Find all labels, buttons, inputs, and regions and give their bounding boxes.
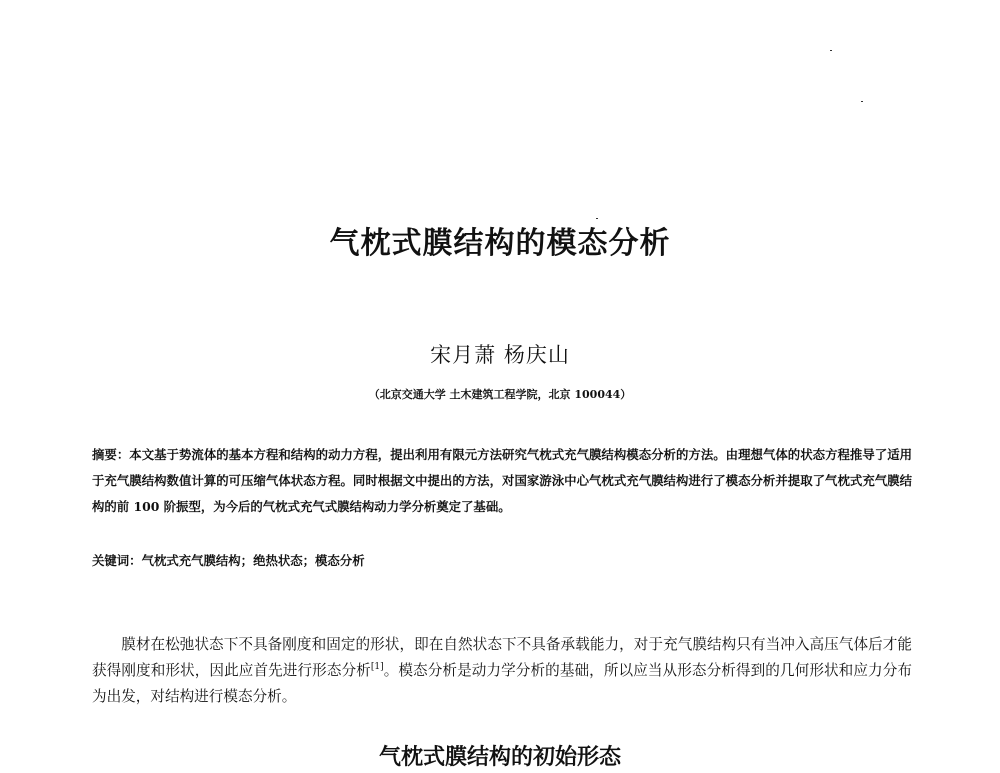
scan-speck [596, 218, 598, 219]
author-affiliation: （北京交通大学 土木建筑工程学院，北京 100044） [368, 388, 632, 401]
abstract-text: 本文基于势流体的基本方程和结构的动力方程，提出利用有限元方法研究气枕式充气膜结构模态分析的方法。由理想气体的状态方程推导了适用于充气膜结构数值计算的可压缩气体状态方程。同时根据文中提出的方法，对国家游泳中心气枕式充气膜结构进行了模态分析并提取了气枕式充气膜结构的前 100 阶振型，为今后的气枕式充气式膜结构动力学分析奠定了基础。 [92, 447, 913, 514]
scan-speck [830, 50, 832, 51]
paper-title: 气枕式膜结构的模态分析 [329, 226, 671, 261]
citation-marker: [1] [370, 662, 384, 673]
keywords [92, 548, 912, 574]
section-heading: 气枕式膜结构的初始形态 [378, 744, 621, 770]
body-paragraph [92, 632, 912, 710]
scan-speck [861, 101, 863, 102]
body-paragraph-end: 。模态分析是动力学分析的基础，所以应当从形态分析得到的几何形状和应力分布为出发，对结构进行模态分析。 [92, 662, 912, 705]
author-list: 宋月萧 杨庆山 [430, 343, 570, 367]
keywords-text: 气枕式充气膜结构；绝热状态；模态分析 [141, 553, 365, 568]
keywords-label: 关键词： [92, 553, 142, 568]
body-paragraph-start: 膜材在松弛状态下不具备刚度和固定的形状，即在自然状态下不具备承载能力，对于充气膜结构只有当冲入高压气体后才能获得刚度和形状，因此应首先进行形态分析 [92, 636, 912, 679]
abstract [92, 442, 912, 520]
abstract-label: 摘要： [92, 447, 130, 462]
